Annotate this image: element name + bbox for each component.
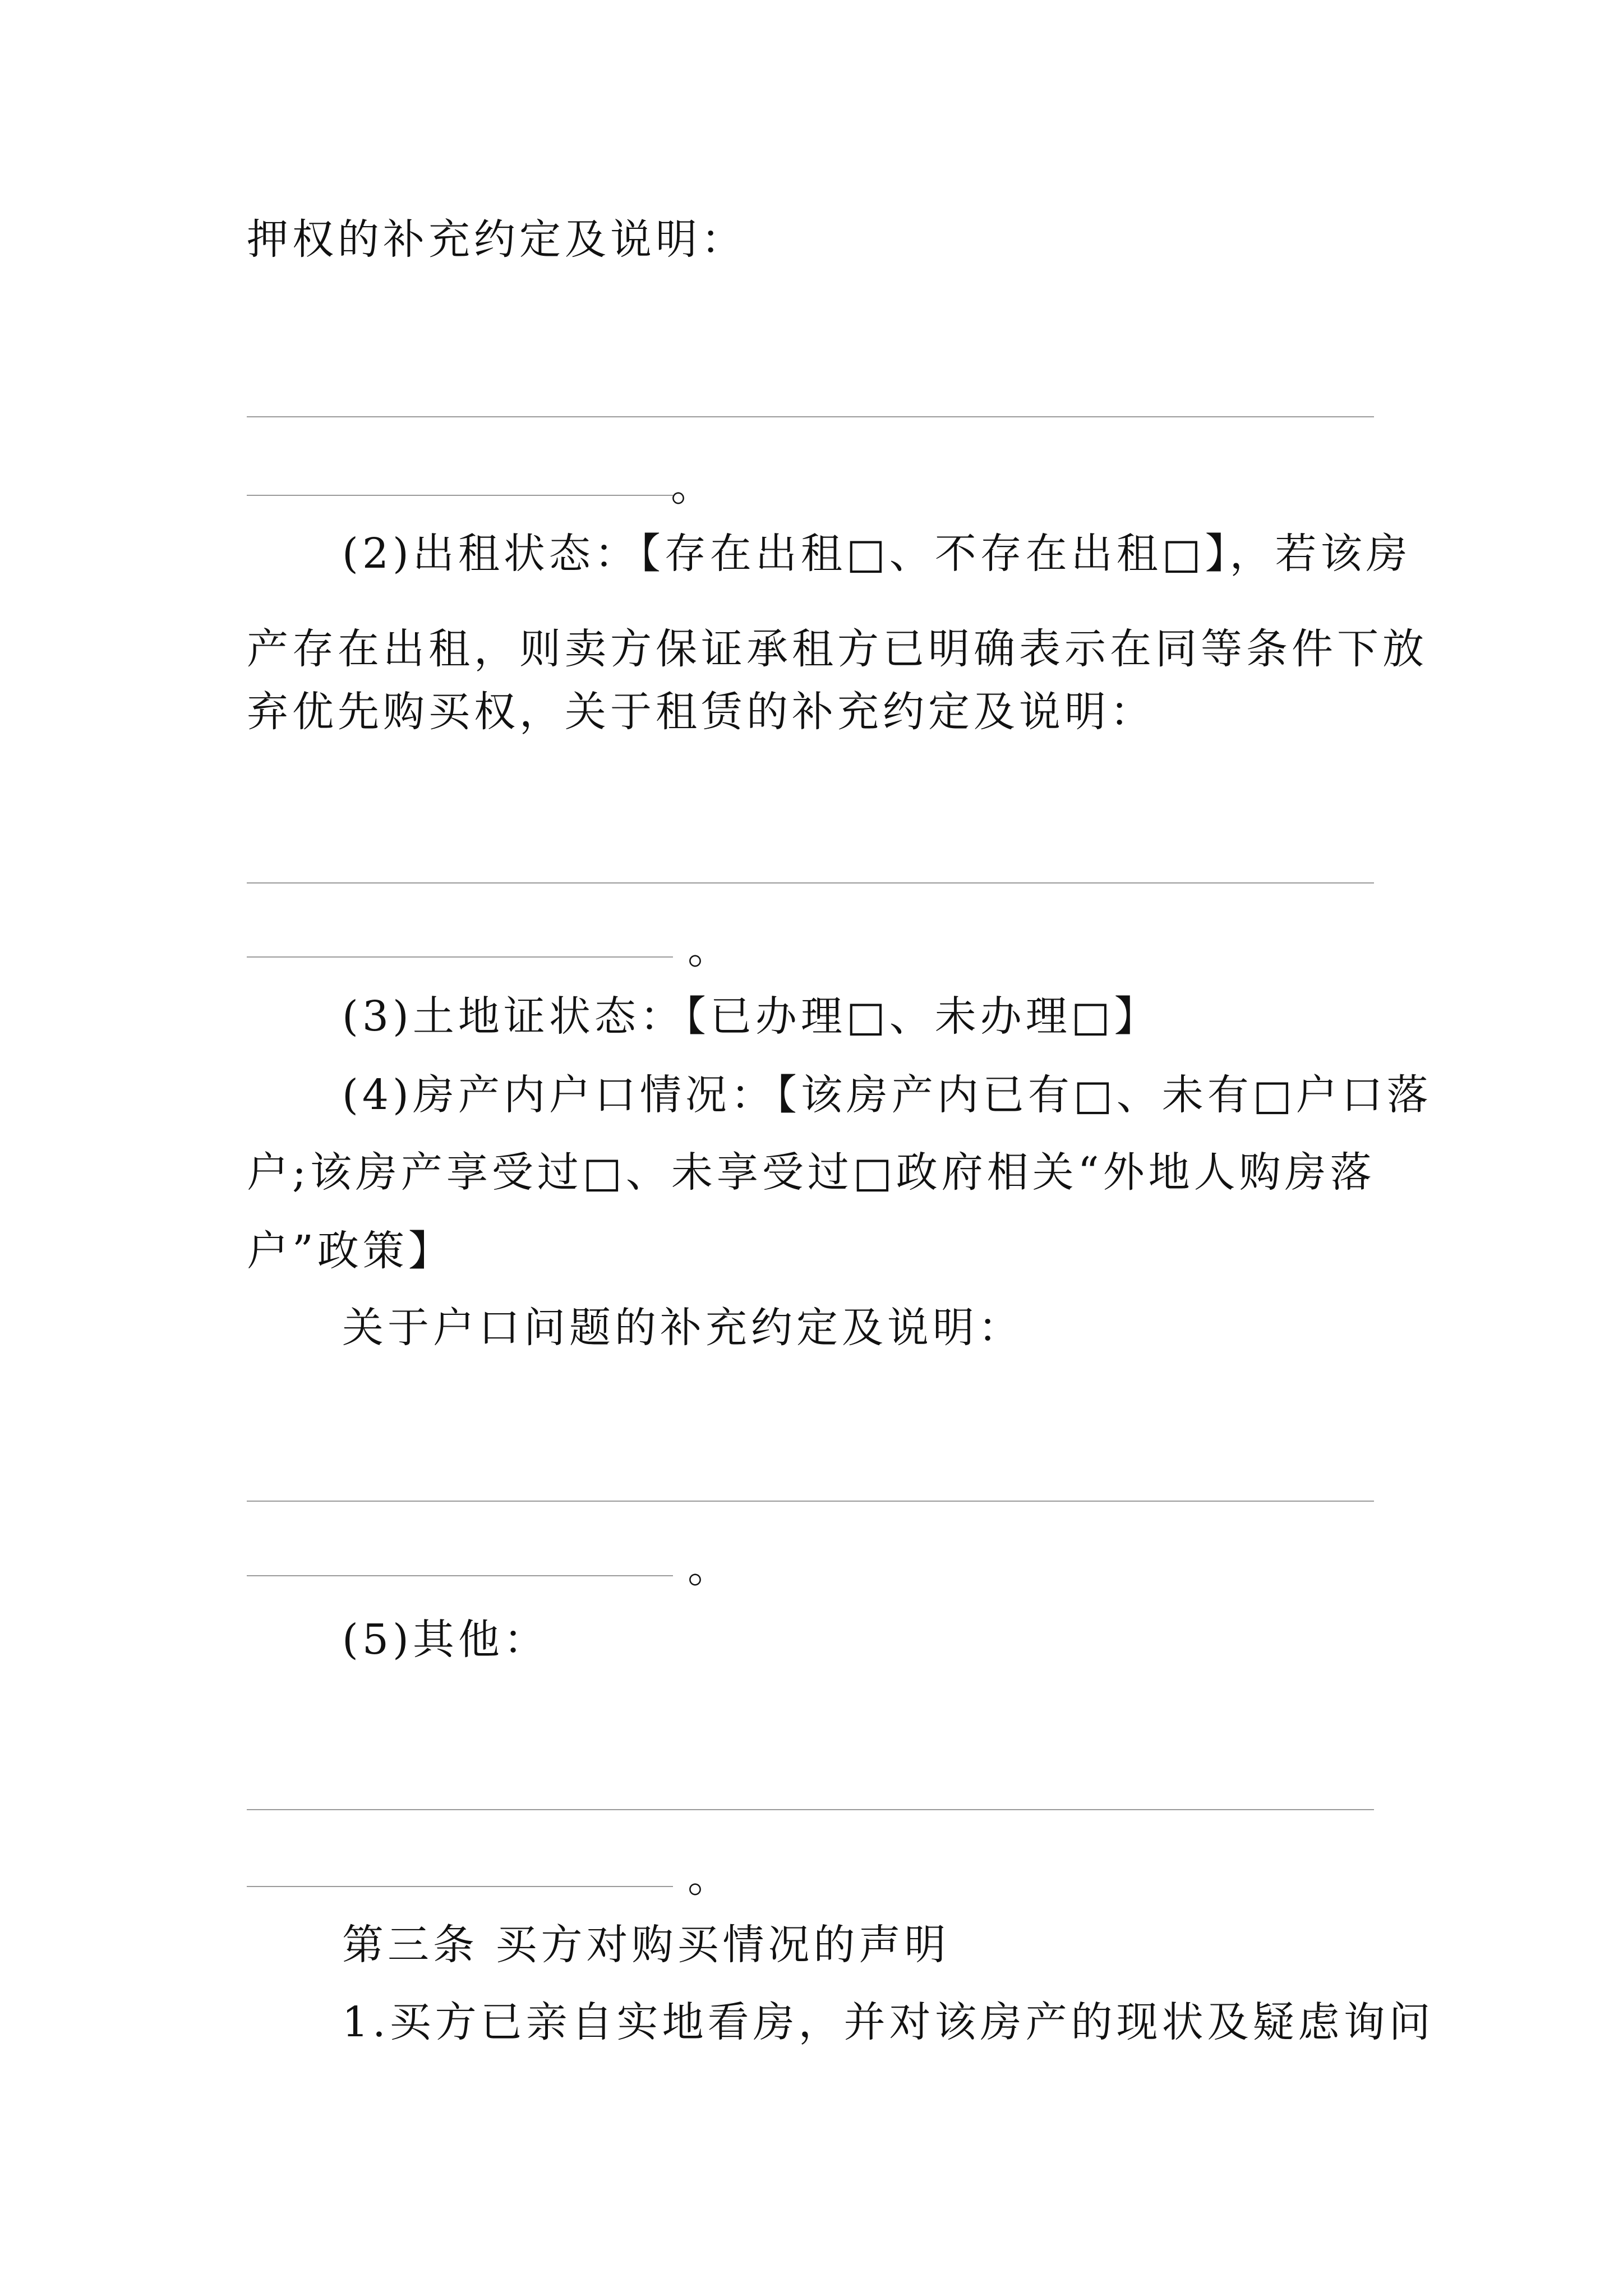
household-status-line1: (4)房产内户口情况：【该房产内已有□、未有□户口落 [342,1071,1432,1119]
article-3-title: 第三条 买方对购买情况的声明 [342,1921,950,1969]
mortgage-note-tail: 押权的补充约定及说明： [247,215,746,264]
other-item: (5)其他： [342,1616,549,1664]
rental-status-line3: 弃优先购买权，关于租赁的补充约定及说明： [247,688,1155,736]
household-status-line2: 户;该房产享受过□、未享受过□政府相关“外地人购房落 [247,1148,1376,1197]
article-3-item-1: 1.买方已亲自实地看房，并对该房产的现状及疑虑询问 [342,1998,1435,2046]
rental-status-line2: 产存在出租，则卖方保证承租方已明确表示在同等条件下放 [247,625,1428,673]
blank-line-3a [247,1501,1374,1502]
blank-line-1b [247,495,673,496]
blank-line-4a [247,1809,1374,1810]
hukou-supplement-note: 关于户口问题的补充约定及说明： [342,1304,1023,1352]
period-mark: 。 [688,1853,729,1902]
land-cert-status: (3)土地证状态：【已办理□、未办理□】 [342,992,1160,1041]
blank-line-3b [247,1575,673,1576]
rental-status-line1: (2)出租状态：【存在出租□、不存在出租□】，若该房 [342,530,1412,578]
blank-line-2b [247,956,673,958]
period-mark: 。 [688,1544,729,1592]
blank-line-2a [247,882,1374,884]
household-status-line3: 户”政策】 [247,1227,454,1275]
period-mark: 。 [688,925,729,973]
blank-line-1a [247,416,1374,417]
period-mark: 。 [671,462,712,510]
blank-line-4b [247,1886,673,1887]
